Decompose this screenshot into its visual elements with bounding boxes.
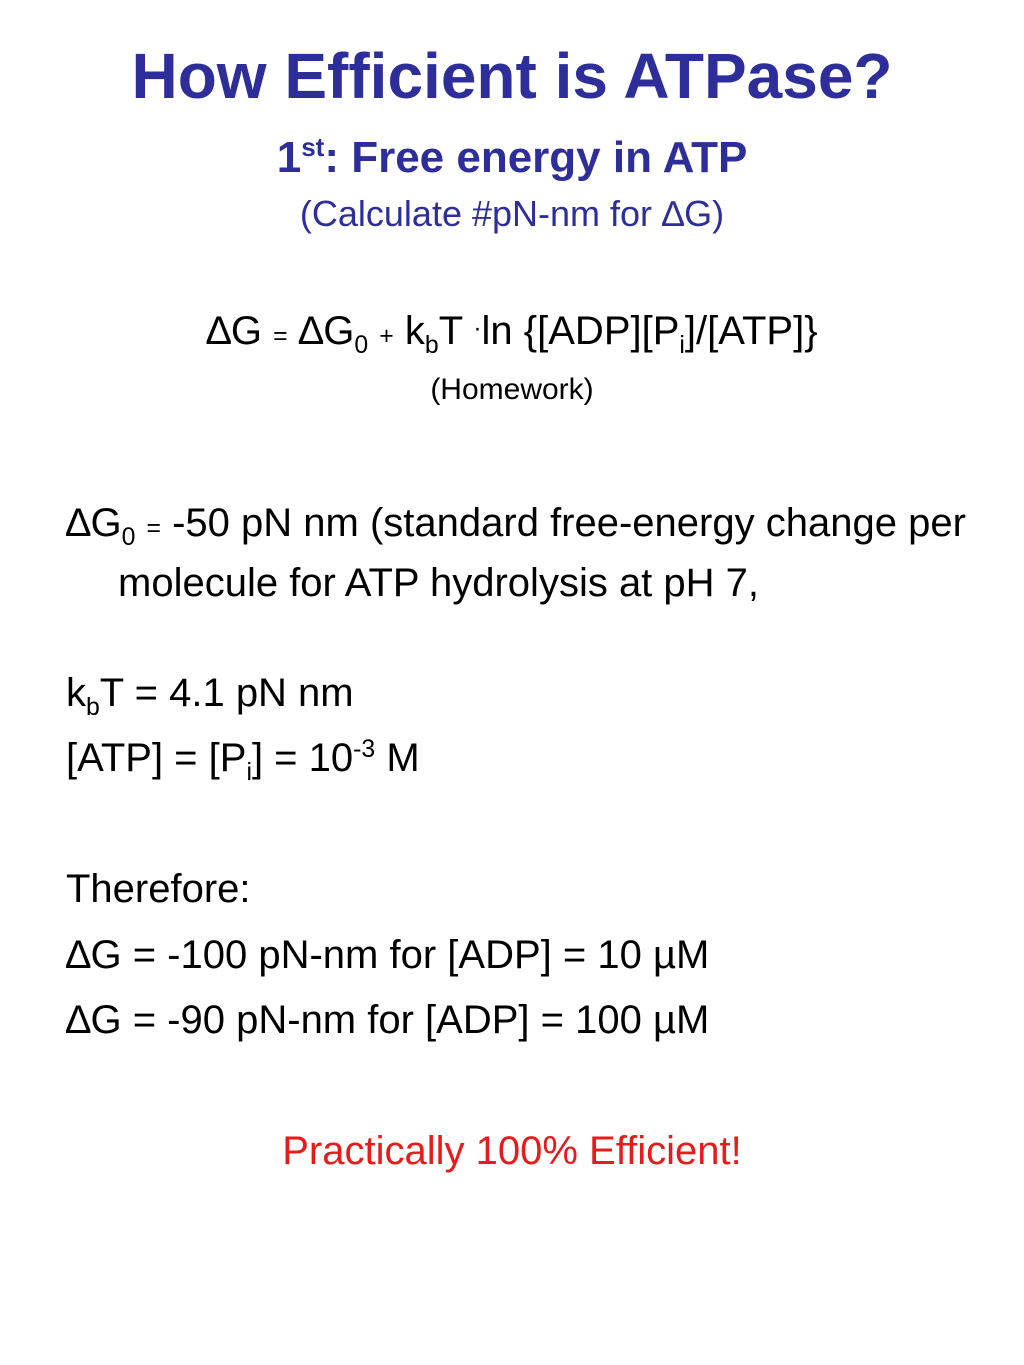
- equation-tail: ]/[ATP]}: [684, 309, 818, 353]
- subtitle-number: 1: [276, 133, 302, 182]
- equation-delta-g0: ∆G: [298, 309, 355, 353]
- result-micro-symbol: µ: [652, 933, 676, 977]
- conc-sub-i: i: [246, 758, 252, 786]
- subtitle-text: : Free energy in ATP: [324, 133, 748, 182]
- homework-note: (Homework): [430, 373, 594, 406]
- conc-middle: ] = 10: [251, 736, 354, 780]
- conclusion-text: Practically 100% Efficient!: [282, 1129, 742, 1173]
- equation-sub-b: b: [424, 331, 439, 359]
- calc-note-suffix: G): [684, 193, 725, 234]
- equation-delta-g: ∆G: [206, 309, 263, 353]
- result-line: [66, 993, 966, 1047]
- slide-title: How Efficient is ATPase?: [131, 40, 893, 112]
- definition-concentration: [66, 731, 966, 791]
- conc-exponent: -3: [353, 736, 376, 764]
- result-text: G = -90 pN-nm for [ADP] = 100: [90, 998, 653, 1042]
- equation-equals: =: [273, 323, 288, 350]
- definition-dg0: [66, 496, 1018, 610]
- calc-note-prefix: (Calculate #pN-nm for: [299, 193, 663, 234]
- equation-sub-zero: 0: [354, 331, 369, 359]
- kbt-k: k: [66, 671, 86, 715]
- slide-subtitle: [0, 132, 1024, 189]
- equation-dot: ·: [473, 314, 482, 342]
- dg0-equals: =: [146, 515, 161, 542]
- free-energy-equation: [0, 306, 1024, 362]
- equation-sub-i: i: [679, 331, 685, 359]
- dg0-symbol: ∆G: [66, 501, 122, 545]
- subtitle-superscript: st: [301, 132, 325, 162]
- conc-prefix: [ATP] = [P: [66, 736, 247, 780]
- equation-plus: +: [379, 323, 394, 350]
- equation-ln-part: ln {[ADP][P: [481, 309, 680, 353]
- dg0-sub: 0: [121, 523, 136, 551]
- result-text: G = -100 pN-nm for [ADP] = 10: [90, 933, 653, 977]
- conc-suffix: M: [375, 736, 420, 780]
- therefore-label: Therefore:: [66, 867, 251, 911]
- result-line: [66, 928, 966, 982]
- result-delta-symbol: ∆: [66, 933, 91, 977]
- kbt-sub: b: [86, 693, 100, 721]
- definition-kbt: [66, 666, 966, 726]
- kbt-text: T = 4.1 pN nm: [99, 671, 354, 715]
- result-unit: M: [676, 998, 710, 1042]
- result-delta-symbol: ∆: [66, 998, 91, 1042]
- result-unit: M: [676, 933, 710, 977]
- calc-note-delta-symbol: ∆: [662, 193, 685, 234]
- result-micro-symbol: µ: [652, 998, 676, 1042]
- dg0-text: -50 pN nm (standard free-energy change per molecule for ATP hydrolysis at pH 7,: [118, 501, 966, 605]
- calculation-note: [0, 192, 1024, 236]
- equation-t: T: [438, 309, 463, 353]
- equation-k: k: [404, 309, 425, 353]
